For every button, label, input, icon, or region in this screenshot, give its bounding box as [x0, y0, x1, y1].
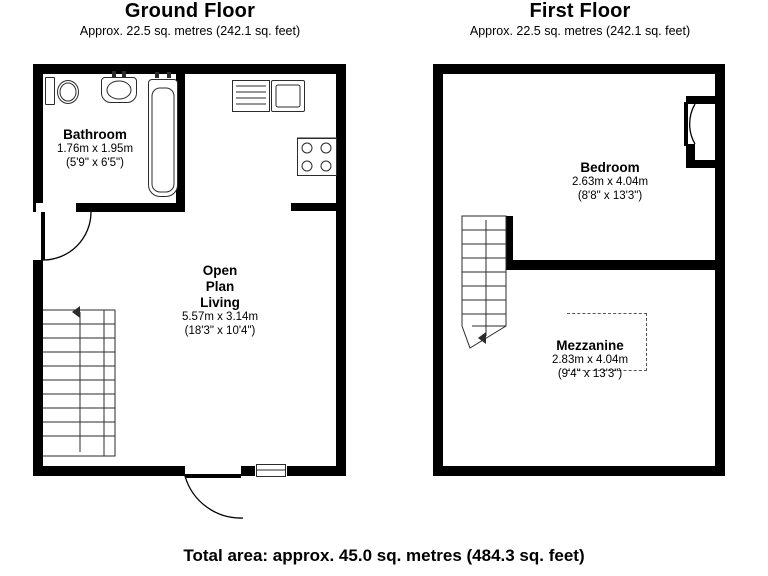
- first-wall-top: [433, 64, 725, 74]
- front-door-arc: [185, 476, 243, 518]
- open-plan-living-name-line1: Open: [202, 263, 238, 278]
- open-plan-living-name-line3: Living: [200, 295, 240, 310]
- mezzanine-dim-metric: 2.83m x 4.04m: [551, 354, 629, 366]
- first-wall-right: [715, 64, 725, 476]
- bathroom-door: [41, 212, 91, 260]
- bathroom-door-arc: [43, 212, 91, 260]
- toilet-cistern: [45, 77, 55, 105]
- bedroom-dim-metric: 2.63m x 4.04m: [571, 176, 649, 188]
- first-wall-left: [433, 64, 443, 476]
- mezzanine-dim-imperial: (9'4" x 13'3"): [557, 367, 623, 380]
- ground-wall-left: [33, 64, 43, 476]
- bedroom-dim-imperial: (8'8" x 13'3"): [577, 189, 643, 202]
- ground-floor-subtitle: Approx. 22.5 sq. metres (242.1 sq. feet): [79, 24, 301, 38]
- ground-bathroom-doorway-gap: [36, 203, 76, 212]
- window-ground-front: [256, 464, 286, 477]
- washbasin: [101, 77, 137, 103]
- first-door-opening-gap: [686, 104, 695, 144]
- staircase-ground: [43, 310, 115, 456]
- kitchen-sink: [271, 80, 305, 112]
- ground-left-wall-gap: [33, 212, 43, 260]
- ground-front-door-gap: [185, 466, 241, 476]
- first-floor-title: First Floor: [529, 0, 631, 22]
- first-partition-horizontal: [513, 260, 725, 270]
- ground-wall-top: [33, 64, 346, 74]
- ground-kitchen-wall: [291, 203, 346, 211]
- open-plan-living-name-line2: Plan: [205, 279, 235, 294]
- draining-board: [232, 80, 270, 112]
- front-door: [185, 474, 243, 518]
- open-plan-living-dim-imperial: (18'3" x 10'4"): [184, 324, 256, 337]
- first-floor-subtitle: Approx. 22.5 sq. metres (242.1 sq. feet): [469, 24, 691, 38]
- bathroom-label: [20, 127, 170, 170]
- ground-floor-title: Ground Floor: [124, 0, 256, 22]
- bedroom-name: Bedroom: [580, 160, 640, 175]
- bathroom-dim-metric: 1.76m x 1.95m: [56, 143, 134, 155]
- total-area-text: Total area: approx. 45.0 sq. metres (484.3 sq. feet): [183, 546, 585, 565]
- bedroom-label: [520, 160, 700, 203]
- bathroom-name: Bathroom: [63, 127, 127, 142]
- bathroom-dim-imperial: (5'9" x 6'5"): [66, 156, 124, 169]
- open-plan-living-label: [144, 263, 296, 338]
- cooker-hob: [297, 138, 337, 176]
- ground-wall-right: [336, 64, 346, 476]
- staircase-first: [462, 216, 506, 338]
- toilet-bowl: [57, 80, 79, 104]
- first-door-recess-wall-top: [686, 96, 725, 104]
- mezzanine-label: [495, 338, 685, 381]
- first-wall-bottom: [433, 466, 725, 476]
- mezzanine-name: Mezzanine: [556, 338, 624, 353]
- open-plan-living-dim-metric: 5.57m x 3.14m: [181, 311, 259, 323]
